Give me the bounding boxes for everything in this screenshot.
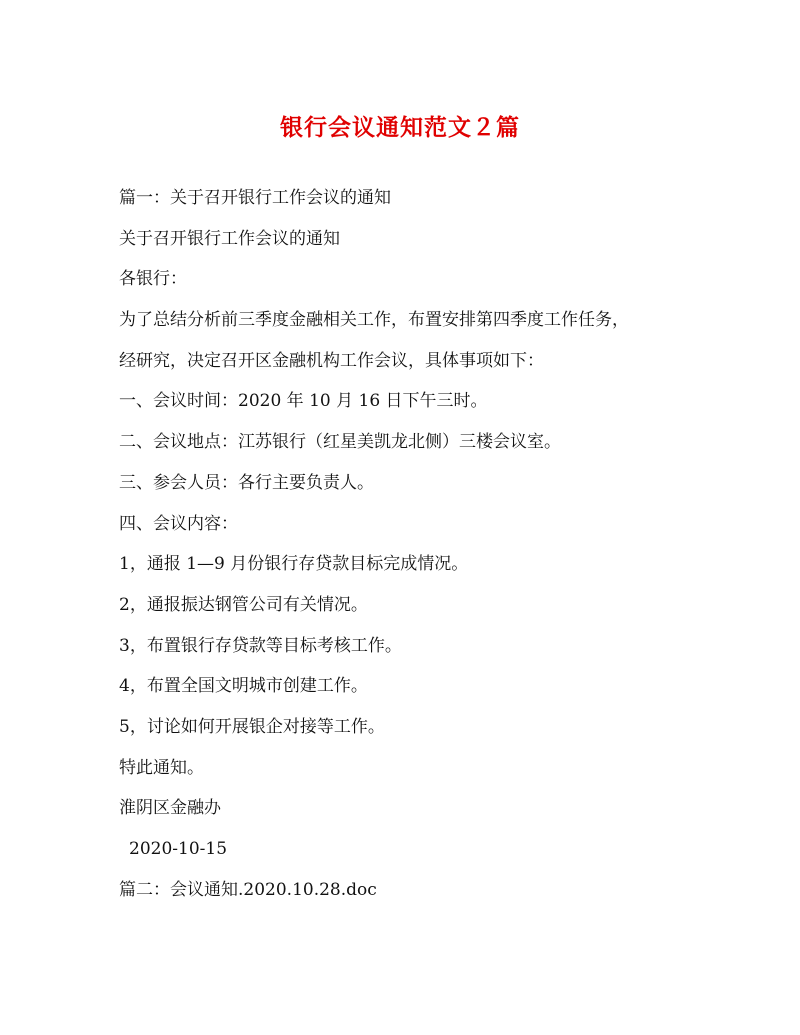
paragraph-line: 经研究，决定召开区金融机构工作会议，具体事项如下：: [119, 350, 544, 371]
issuer-signature: 淮阴区金融办: [119, 798, 221, 819]
paragraph-line: 为了总结分析前三季度金融相关工作，布置安排第四季度工作任务，: [119, 310, 629, 331]
agenda-item: 2，通报振达钢管公司有关情况。: [119, 594, 368, 615]
section-heading-2: 篇二：会议通知.2020.10.28.doc: [119, 879, 377, 900]
agenda-item: 4，布置全国文明城市创建工作。: [119, 676, 368, 697]
document-body: [119, 183, 719, 915]
salutation: 各银行：: [119, 269, 187, 290]
document-title: 银行会议通知范文２篇: [280, 114, 520, 141]
section-heading-1: 篇一：关于召开银行工作会议的通知: [119, 188, 391, 208]
closing-remark: 特此通知。: [119, 757, 204, 778]
issue-date: 2020-10-15: [129, 839, 228, 859]
agenda-item: 5，讨论如何开展银企对接等工作。: [119, 716, 385, 737]
agenda-item: 1，通报 1—9 月份银行存贷款目标完成情况。: [119, 554, 469, 575]
meeting-attendees: 三、参会人员：各行主要负责人。: [119, 472, 374, 493]
meeting-agenda-heading: 四、会议内容：: [119, 513, 238, 534]
meeting-location: 二、会议地点：江苏银行（红星美凯龙北侧）三楼会议室。: [119, 432, 561, 453]
agenda-item: 3，布置银行存贷款等目标考核工作。: [119, 635, 402, 656]
notice-title: 关于召开银行工作会议的通知: [119, 228, 340, 249]
meeting-time: 一、会议时间：2020 年 10 月 16 日下午三时。: [119, 391, 488, 412]
